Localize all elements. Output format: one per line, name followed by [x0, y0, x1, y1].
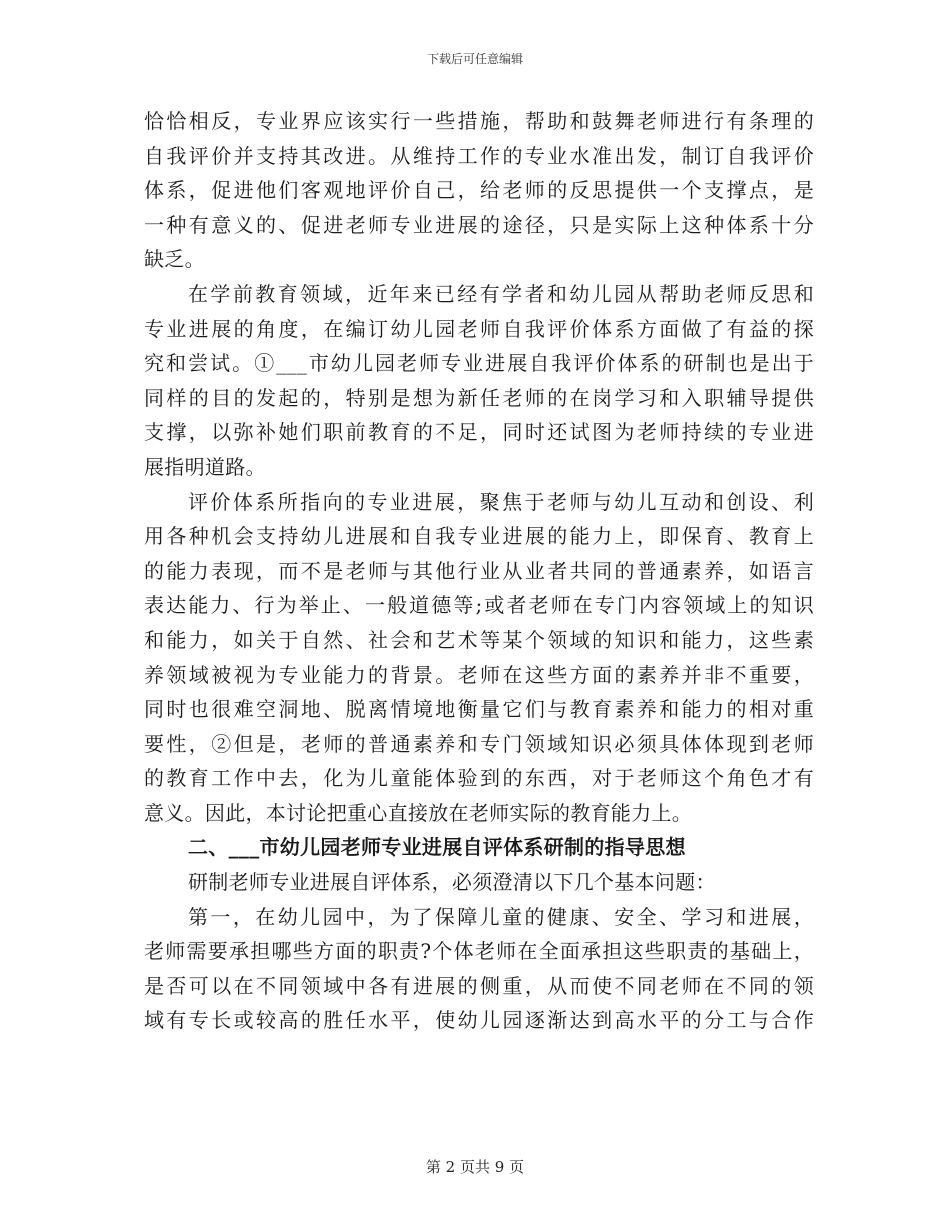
document-body — [144, 104, 814, 1038]
section-heading: 二、___市幼儿园老师专业进展自评体系研制的指导思想 — [188, 835, 686, 860]
text-line: 老师需要承担哪些方面的职责?个体老师在全面承担这些职责的基础上， — [144, 939, 814, 964]
text-line: 第一，在幼儿园中，为了保障儿童的健康、安全、学习和进展， — [188, 904, 814, 929]
text-line: 究和尝试。①___市幼儿园老师专业进展自我评价体系的研制也是出于 — [144, 351, 814, 376]
text-line: 专业进展的角度，在编订幼儿园老师自我评价体系方面做了有益的探 — [144, 316, 814, 341]
text-line: 是否可以在不同领域中各有进展的侧重，从而使不同老师在不同的领 — [144, 973, 814, 998]
text-line: 自我评价并支持其改进。从维持工作的专业水准出发，制订自我评价 — [144, 143, 814, 168]
text-line: 用各种机会支持幼儿进展和自我专业进展的能力上，即保育、教育上 — [144, 524, 814, 549]
page-header: 下载后可任意编辑 — [426, 52, 523, 66]
text-line: 研制老师专业进展自评体系，必须澄清以下几个基本问题： — [188, 870, 716, 895]
text-line: 的教育工作中去，化为儿童能体验到的东西，对于老师这个角色才有 — [144, 766, 814, 791]
text-line: 恰恰相反，专业界应该实行一些措施，帮助和鼓舞老师进行有条理的 — [144, 109, 814, 133]
text-line: 同时也很难空洞地、脱离情境地衡量它们与教育素养和能力的相对重 — [144, 697, 814, 722]
text-line: 评价体系所指向的专业进展，聚焦于老师与幼儿互动和创设、利 — [188, 489, 814, 514]
text-line: 展指明道路。 — [144, 454, 266, 479]
text-line: 表达能力、行为举止、一般道德等;或者老师在专门内容领域上的知识 — [144, 593, 814, 618]
text-line: 缺乏。 — [144, 247, 205, 272]
page-number: 第 2 页共 9 页 — [425, 1158, 525, 1176]
text-line: 同样的目的发起的，特别是想为新任老师的在岗学习和入职辅导提供 — [144, 385, 814, 410]
text-line: 支撑，以弥补她们职前教育的不足，同时还试图为老师持续的专业进 — [144, 420, 814, 445]
text-line: 要性，②但是，老师的普通素养和专门领域知识必须具体体现到老师 — [144, 731, 814, 756]
text-line: 域有专长或较高的胜任水平，使幼儿园逐渐达到高水平的分工与合作 — [144, 1008, 814, 1033]
text-line: 的能力表现，而不是老师与其他行业从业者共同的普通素养，如语言 — [144, 558, 814, 583]
text-line: 体系，促进他们客观地评价自己，给老师的反思提供一个支撑点，是 — [144, 178, 814, 203]
text-line: 意义。因此，本讨论把重心直接放在老师实际的教育能力上。 — [144, 800, 693, 825]
text-line: 和能力，如关于自然、社会和艺术等某个领域的知识和能力，这些素 — [144, 627, 814, 652]
text-line: 一种有意义的、促进老师专业进展的途径，只是实际上这种体系十分 — [144, 212, 814, 237]
text-line: 在学前教育领域，近年来已经有学者和幼儿园从帮助老师反思和 — [188, 281, 814, 306]
text-line: 养领域被视为专业能力的背景。老师在这些方面的素养并非不重要， — [144, 662, 814, 687]
